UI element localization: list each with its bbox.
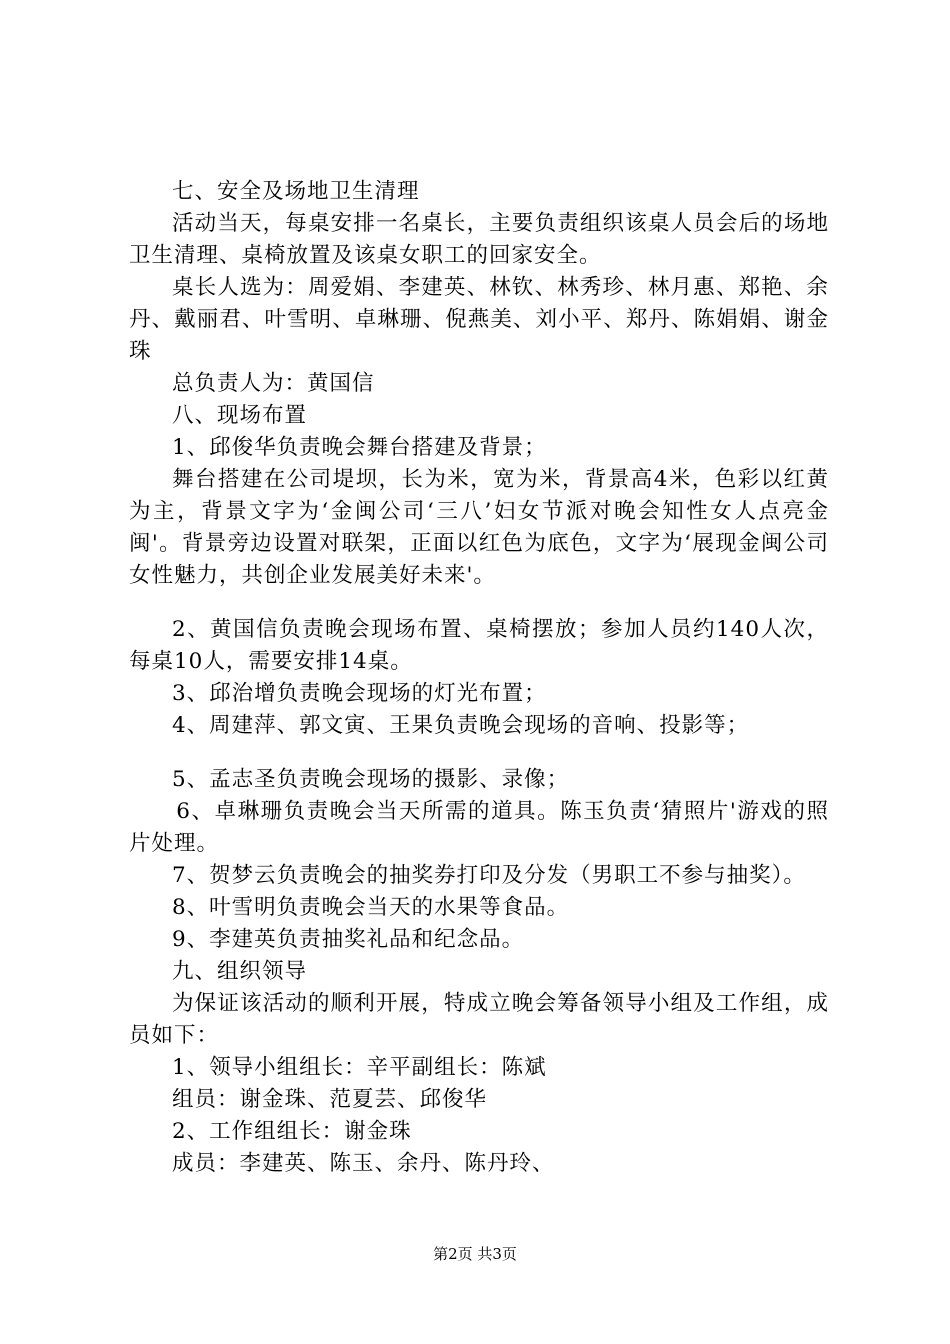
document-body (129, 176, 829, 1180)
paragraph-table-leaders: 桌长人选为：周爱娟、李建英、林钦、林秀珍、林月惠、郑艳、余丹、戴丽君、叶雪明、卓琳珊、倪燕美、刘小平、郑丹、陈娟娟、谢金珠 (129, 275, 829, 364)
paragraph-leader-group: 1、领导小组组长：辛平副组长：陈斌 (172, 1055, 547, 1080)
paragraph-photo-item: 5、孟志圣负责晚会现场的摄影、录像； (172, 767, 570, 792)
paragraph-stage-detail: 舞台搭建在公司堤坝，长为米，宽为米，背景高4米，色彩以红黄为主，背景文字为‘金闽公司‘三八’妇女节派对晚会知性女人点亮金闽'。背景旁边设置对联架，正面以红色为底色，文字为‘展现金闽公司女性魅力，共创企业发展美好未来'。 (129, 467, 829, 588)
paragraph-stage-item: 1、邱俊华负责晚会舞台搭建及背景； (172, 435, 547, 460)
paragraph-lottery-item: 7、贺梦云负责晚会的抽奖券打印及分发（男职工不参与抽奖）。 (172, 863, 806, 888)
paragraph-work-group: 2、工作组组长：谢金珠 (172, 1119, 412, 1144)
paragraph-gifts-item: 9、李建英负责抽奖礼品和纪念品。 (172, 927, 525, 952)
paragraph-props-item: 6、卓琳珊负责晚会当天所需的道具。陈玉负责‘猜照片'游戏的照片处理。 (129, 799, 829, 856)
paragraph-table-leader-duty: 活动当天，每桌安排一名桌长，主要负责组织该桌人员会后的场地卫生清理、桌椅放置及该桌女职工的回家安全。 (129, 211, 829, 268)
paragraph-leadership-intro: 为保证该活动的顺利开展，特成立晚会筹备领导小组及工作组，成员如下： (129, 991, 829, 1048)
page-number: 第2页 共3页 (433, 1245, 517, 1263)
section-heading-leadership: 九、组织领导 (172, 959, 308, 984)
paragraph-work-members: 成员：李建英、陈玉、余丹、陈丹玲、 (172, 1151, 555, 1176)
section-heading-venue: 八、现场布置 (172, 403, 308, 428)
paragraph-audio-item: 4、周建萍、郭文寅、王果负责晚会现场的音响、投影等； (172, 713, 750, 738)
paragraph-seating-item: 2、黄国信负责晚会现场布置、桌椅摆放；参加人员约140人次，每桌10人，需要安排14桌。 (129, 617, 829, 674)
paragraph-chief-responsible: 总负责人为：黄国信 (172, 371, 375, 396)
paragraph-food-item: 8、叶雪明负责晚会当天的水果等食品。 (172, 895, 570, 920)
section-heading-safety: 七、安全及场地卫生清理 (172, 179, 420, 204)
paragraph-leader-members: 组员：谢金珠、范夏芸、邱俊华 (172, 1087, 488, 1112)
paragraph-lighting-item: 3、邱治增负责晚会现场的灯光布置； (172, 681, 547, 706)
